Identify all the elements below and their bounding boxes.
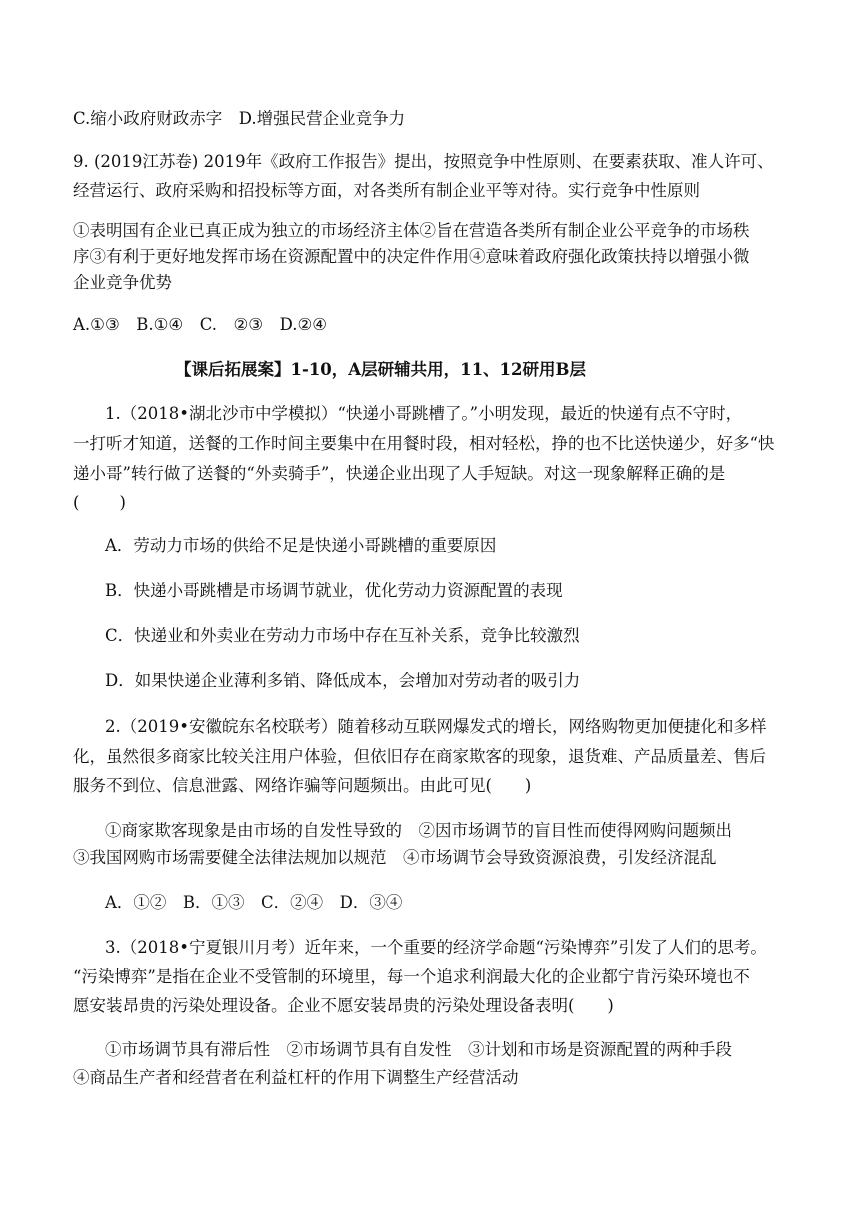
q3-statement-line2: ④商品生产者和经营者在利益杠杆的作用下调整生产经营活动 (73, 1068, 519, 1087)
q9-statements-line3: 企业竞争优势 (73, 273, 172, 292)
q1-option-c: C．快递业和外卖业在劳动力市场中存在互补关系，竞争比较激烈 (105, 626, 580, 645)
q9-stem-line2: 经营运行、政府采购和招投标等方面，对各类所有制企业平等对待。实行竞争中性原则 (73, 181, 700, 200)
q1-option-d: D．如果快递企业薄利多销、降低成本，会增加对劳动者的吸引力 (105, 671, 581, 690)
q2-options: A．①② B．①③ C．②④ D．③④ (105, 893, 403, 912)
q2-stem-line3: 服务不到位、信息泄露、网络诈骗等问题频出。由此可见( ) (73, 776, 532, 795)
q1-blank-open: ( (73, 493, 80, 512)
q2-statement-line1: ①商家欺客现象是由市场的自发性导致的 ②因市场调节的盲目性而使得网购问题频出 (105, 821, 732, 840)
q1-stem-line1: 1.（2018•湖北沙市中学模拟）“快递小哥跳槽了。”小明发现，最近的快递有点不守时， (105, 404, 743, 423)
q1-stem-line3: 递小哥”转行做了送餐的“外卖骑手”，快递企业出现了人手短缺。对这一现象解释正确的是 (73, 464, 726, 483)
q1-option-b: B．快递小哥跳槽是市场调节就业，优化劳动力资源配置的表现 (105, 581, 563, 600)
q3-stem-line3: 愿安装昂贵的污染处理设备。企业不愿安装昂贵的污染处理设备表明( ) (73, 996, 614, 1015)
q9-statements-line2: 序③有利于更好地发挥市场在资源配置中的决定件作用④意味着政府强化政策扶持以增强小微 (73, 247, 750, 266)
q2-stem-line1: 2.（2019•安徽皖东名校联考）随着移动互联网爆发式的增长，网络购物更加便捷化和多样 (105, 717, 767, 736)
q2-stem-line2: 化，虽然很多商家比较关注用户体验，但依旧存在商家欺客的现象，退货难、产品质量差、售后 (73, 747, 766, 766)
q3-stem-line1: 3.（2018•宁夏银川月考）近年来，一个重要的经济学命题“污染博弈”引发了人们的思考。 (105, 938, 767, 957)
q9-options: A.①③ B.①④ C. ②③ D.②④ (73, 315, 328, 334)
q1-answer-blank (73, 492, 126, 514)
q9-stem-line1: 9. (2019江苏卷) 2019年《政府工作报告》提出，按照竞争中性原则、在要素获取、准人许可、 (73, 152, 774, 171)
q1-stem-line2: 一打听才知道，送餐的工作时间主要集中在用餐时段，相对轻松，挣的也不比送快递少，好多“快 (73, 434, 775, 453)
q1-blank-close: ) (119, 493, 126, 512)
q2-statement-line2: ③我国网购市场需要健全法律法规加以规范 ④市场调节会导致资源浪费，引发经济混乱 (73, 848, 717, 867)
q3-statement-line1: ①市场调节具有滞后性 ②市场调节具有自发性 ③计划和市场是资源配置的两种手段 (105, 1040, 732, 1059)
q3-stem-line2: “污染博弈”是指在企业不受管制的环境里，每一个追求利润最大化的企业都宁肯污染环境也不 (73, 967, 750, 986)
q9-statements-line1: ①表明国有企业已真正成为独立的市场经济主体②旨在营造各类所有制企业公平竞争的市场秩 (73, 221, 750, 240)
q8-options: C.缩小政府财政赤字 D.增强民营企业竞争力 (73, 109, 406, 128)
section-title: 【课后拓展案】1-10，A层研辅共用，11、12研用B层 (175, 360, 586, 379)
q1-option-a: A．劳动力市场的供给不足是快递小哥跳槽的重要原因 (105, 536, 497, 555)
